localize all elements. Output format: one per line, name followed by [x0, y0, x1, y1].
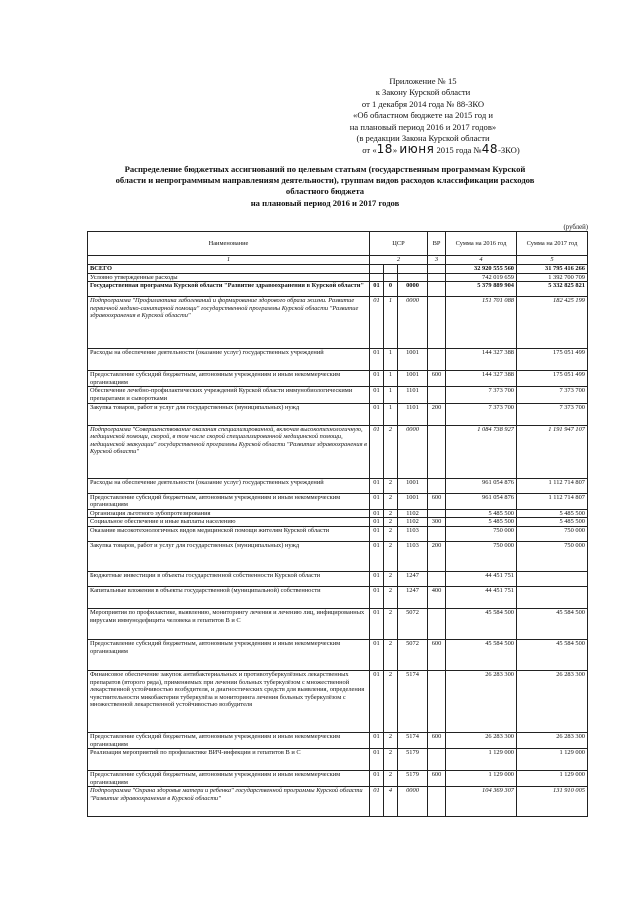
row-csr-direction: 5072: [398, 639, 428, 670]
title-line-4: на плановый период 2016 и 2017 годов: [250, 197, 400, 208]
row-vr: 600: [428, 732, 446, 748]
table-row: [88, 387, 588, 403]
row-sum-2016: 961 054 876: [446, 493, 517, 509]
row-sum-2016: 7 373 700: [446, 403, 517, 425]
row-csr-program: 01: [370, 771, 384, 787]
row-sum-2016: 26 283 300: [446, 670, 517, 732]
row-sum-2016: 5 379 889 904: [446, 282, 517, 297]
row-csr-subprogram: 2: [384, 639, 398, 670]
row-csr-direction: 1103: [398, 541, 428, 571]
row-csr-direction: 1102: [398, 518, 428, 527]
row-sum-2017: 7 373 700: [517, 387, 588, 403]
row-vr: 600: [428, 771, 446, 787]
table-row: [88, 425, 588, 478]
row-csr-direction: 5179: [398, 771, 428, 787]
title-line-3: областного бюджета: [285, 186, 365, 197]
row-sum-2016: 44 451 751: [446, 586, 517, 608]
row-csr-program: 01: [370, 282, 384, 297]
row-sum-2017: 182 425 199: [517, 297, 588, 349]
row-sum-2016: 45 584 500: [446, 639, 517, 670]
row-name: Мероприятия по профилактике, выявлению, мониторингу лечения и лечению лиц, инфицированных вирусами иммунодефицита человека и гепатитов В и С: [88, 608, 370, 639]
row-csr-direction: 1001: [398, 493, 428, 509]
table-row: [88, 349, 588, 371]
row-csr-direction: 1001: [398, 349, 428, 371]
row-name: Оказание высокотехнологичных видов медицинской помощи жителям Курской области: [88, 526, 370, 541]
row-csr-program: 01: [370, 526, 384, 541]
row-csr-program: 01: [370, 541, 384, 571]
row-name: Реализация мероприятий по профилактике ВИЧ-инфекции и гепатитов В и С: [88, 749, 370, 771]
row-csr-direction: 1101: [398, 403, 428, 425]
row-name: Расходы на обеспечение деятельности (оказание услуг) государственных учреждений: [88, 349, 370, 371]
row-sum-2017: 175 051 499: [517, 349, 588, 371]
row-sum-2017: 1 129 000: [517, 749, 588, 771]
amend-month-handwritten: июня: [399, 142, 435, 157]
row-csr-program: 01: [370, 297, 384, 349]
row-csr-program: 01: [370, 586, 384, 608]
row-name: Предоставление субсидий бюджетным, автономным учреждениям и иным некоммерческим организациям: [88, 493, 370, 509]
row-sum-2017: 175 051 499: [517, 371, 588, 387]
row-name: Государственная программа Курской области "Развитие здравоохранения в Курской области": [88, 282, 370, 297]
row-sum-2016: 104 369 307: [446, 787, 517, 817]
row-csr-program: 01: [370, 749, 384, 771]
row-vr: [428, 273, 446, 282]
title-line-1: Распределение бюджетных ассигнований по целевым статьям (государственным программам Курской: [124, 164, 526, 174]
row-csr-subprogram: 4: [384, 787, 398, 817]
table-row: [88, 493, 588, 509]
row-csr-direction: 1103: [398, 526, 428, 541]
row-sum-2016: 26 283 300: [446, 732, 517, 748]
row-vr: [428, 349, 446, 371]
amend-number-handwritten: 48: [481, 142, 498, 157]
row-csr-program: [370, 265, 384, 274]
row-sum-2017: 45 584 500: [517, 639, 588, 670]
table-row: [88, 608, 588, 639]
row-csr-subprogram: 2: [384, 608, 398, 639]
row-csr-subprogram: 2: [384, 749, 398, 771]
row-sum-2016: 144 327 388: [446, 349, 517, 371]
unit-label: (рублей): [563, 224, 588, 231]
row-name: ВСЕГО: [88, 265, 370, 274]
row-name: Организация льготного зубопротезирования: [88, 509, 370, 518]
row-sum-2017: 750 000: [517, 541, 588, 571]
amend-mid: »: [392, 145, 398, 156]
row-csr-program: 01: [370, 518, 384, 527]
row-vr: [428, 608, 446, 639]
row-csr-direction: 0000: [398, 787, 428, 817]
row-csr-direction: 1001: [398, 478, 428, 493]
row-name: Предоставление субсидий бюджетным, автономным учреждениям и иным некоммерческим организациям: [88, 732, 370, 748]
row-csr-direction: 0000: [398, 425, 428, 478]
table-row: [88, 541, 588, 571]
row-csr-program: 01: [370, 608, 384, 639]
row-name: Социальное обеспечение и иные выплаты населению: [88, 518, 370, 527]
row-sum-2016: 151 701 088: [446, 297, 517, 349]
row-sum-2017: 26 283 300: [517, 670, 588, 732]
row-csr-program: 01: [370, 571, 384, 586]
table-row: [88, 787, 588, 817]
row-sum-2017: 5 485 500: [517, 509, 588, 518]
row-vr: 400: [428, 586, 446, 608]
row-sum-2017: 750 000: [517, 526, 588, 541]
row-csr-subprogram: 2: [384, 478, 398, 493]
table-header-row: [88, 232, 588, 256]
table-row: [88, 771, 588, 787]
row-csr-program: 01: [370, 639, 384, 670]
row-sum-2017: 26 283 300: [517, 732, 588, 748]
appendix-law-title-2: на плановый период 2016 и 2017 годов»: [349, 121, 497, 132]
row-vr: 600: [428, 639, 446, 670]
row-csr-program: 01: [370, 371, 384, 387]
row-sum-2016: 5 485 500: [446, 509, 517, 518]
table-row: [88, 749, 588, 771]
table-row: [88, 403, 588, 425]
appendix-law: к Закону Курской области: [375, 87, 471, 98]
row-csr-direction: [398, 265, 428, 274]
row-csr-program: [370, 273, 384, 282]
header-name: Наименование: [88, 232, 370, 256]
row-csr-subprogram: 2: [384, 509, 398, 518]
row-csr-program: 01: [370, 478, 384, 493]
row-vr: [428, 509, 446, 518]
table-row: [88, 282, 588, 297]
col-number: 2: [370, 256, 428, 265]
row-sum-2016: 32 920 555 560: [446, 265, 517, 274]
appendix-amendment: (в редакции Закона Курской области: [356, 133, 490, 144]
appendix-number: Приложение № 15: [389, 76, 457, 86]
table-row: [88, 273, 588, 282]
table-row: [88, 732, 588, 748]
row-name: Подпрограмма "Совершенствование оказания специализированной, включая высокотехнологичную, медицинской помощи, скорой, в том числе скорой специализированной медицинской помощи, медицинской эвакуации" государственной программы Курской области "Развитие здравоохранения в Курской области": [88, 425, 370, 478]
row-vr: [428, 282, 446, 297]
row-sum-2017: [517, 586, 588, 608]
row-name: Подпрограмма "Профилактика заболеваний и формирование здорового образа жизни. Развитие первичной медико-санитарной помощи" государственной программы Курской области "Развитие здравоохранения в Курской области": [88, 297, 370, 349]
row-sum-2017: 1 392 700 709: [517, 273, 588, 282]
row-sum-2016: 44 451 751: [446, 571, 517, 586]
table-row: [88, 371, 588, 387]
header-sum-2016: Сумма на 2016 год: [446, 232, 517, 256]
row-csr-direction: 5174: [398, 670, 428, 732]
row-csr-subprogram: 0: [384, 282, 398, 297]
row-vr: [428, 571, 446, 586]
row-csr-subprogram: 2: [384, 425, 398, 478]
row-sum-2017: 7 373 700: [517, 403, 588, 425]
row-csr-program: 01: [370, 509, 384, 518]
row-csr-subprogram: 2: [384, 493, 398, 509]
row-vr: [428, 387, 446, 403]
row-name: Капитальные вложения в объекты государственной (муниципальной) собственности: [88, 586, 370, 608]
document-title: [90, 164, 560, 209]
row-name: Предоставление субсидий бюджетным, автономным учреждениям и иным некоммерческим организациям: [88, 371, 370, 387]
row-name: Закупка товаров, работ и услуг для государственных (муниципальных) нужд: [88, 403, 370, 425]
row-sum-2017: 1 112 714 807: [517, 493, 588, 509]
table-row: [88, 509, 588, 518]
row-csr-subprogram: 2: [384, 518, 398, 527]
header-sum-2017: Сумма на 2017 год: [517, 232, 588, 256]
row-vr: 600: [428, 371, 446, 387]
row-sum-2016: 961 054 876: [446, 478, 517, 493]
row-vr: 300: [428, 518, 446, 527]
row-sum-2017: 5 485 500: [517, 518, 588, 527]
appendix-block: [308, 76, 538, 157]
row-csr-subprogram: 2: [384, 571, 398, 586]
header-vr: ВР: [428, 232, 446, 256]
col-number: 5: [517, 256, 588, 265]
row-csr-direction: 1101: [398, 387, 428, 403]
table-row: [88, 670, 588, 732]
col-number: 1: [88, 256, 370, 265]
table-body: [88, 265, 588, 817]
row-sum-2017: 1 129 000: [517, 771, 588, 787]
table-row: [88, 526, 588, 541]
row-csr-subprogram: 2: [384, 586, 398, 608]
row-csr-subprogram: 2: [384, 526, 398, 541]
row-csr-direction: 0000: [398, 297, 428, 349]
row-csr-direction: 5179: [398, 749, 428, 771]
row-csr-direction: 5174: [398, 732, 428, 748]
row-sum-2017: 1 191 947 107: [517, 425, 588, 478]
table-row: [88, 586, 588, 608]
row-vr: [428, 425, 446, 478]
row-sum-2016: 750 000: [446, 541, 517, 571]
row-vr: [428, 787, 446, 817]
row-csr-direction: 1001: [398, 371, 428, 387]
row-csr-direction: 1247: [398, 571, 428, 586]
row-csr-program: 01: [370, 670, 384, 732]
col-number: 3: [428, 256, 446, 265]
row-sum-2016: 1 129 000: [446, 771, 517, 787]
table-row: [88, 639, 588, 670]
row-csr-subprogram: 2: [384, 541, 398, 571]
row-sum-2016: 5 485 500: [446, 518, 517, 527]
row-csr-subprogram: [384, 265, 398, 274]
row-csr-subprogram: 2: [384, 732, 398, 748]
table-row: [88, 518, 588, 527]
amend-suffix: -ЗКО): [498, 145, 520, 156]
row-sum-2016: 1 084 738 927: [446, 425, 517, 478]
row-vr: [428, 670, 446, 732]
row-name: Предоставление субсидий бюджетным, автономным учреждениям и иным некоммерческим организациям: [88, 771, 370, 787]
row-csr-subprogram: 1: [384, 371, 398, 387]
row-name: Обеспечение лечебно-профилактических учреждений Курской области иммунобиологическими препаратами и сыворотками: [88, 387, 370, 403]
row-vr: [428, 749, 446, 771]
header-csr: ЦСР: [370, 232, 428, 256]
row-sum-2017: 5 332 825 821: [517, 282, 588, 297]
col-number: 4: [446, 256, 517, 265]
appendix-law-title-1: «Об областном бюджете на 2015 год и: [353, 110, 493, 121]
row-name: Условно утвержденные расходы: [88, 273, 370, 282]
row-vr: [428, 526, 446, 541]
row-sum-2017: [517, 571, 588, 586]
row-csr-program: 01: [370, 425, 384, 478]
row-vr: [428, 297, 446, 349]
row-sum-2016: 1 129 000: [446, 749, 517, 771]
row-csr-direction: 5072: [398, 608, 428, 639]
row-vr: [428, 478, 446, 493]
row-csr-subprogram: 1: [384, 403, 398, 425]
row-name: Расходы на обеспечение деятельности (оказание услуг) государственных учреждений: [88, 478, 370, 493]
table-row: [88, 265, 588, 274]
budget-table: [87, 231, 588, 817]
row-csr-direction: 1247: [398, 586, 428, 608]
row-sum-2016: 45 584 500: [446, 608, 517, 639]
row-name: Предоставление субсидий бюджетным, автономным учреждениям и иным некоммерческим организациям: [88, 639, 370, 670]
table-row: [88, 571, 588, 586]
row-csr-direction: 0000: [398, 282, 428, 297]
row-vr: 200: [428, 541, 446, 571]
row-sum-2017: 31 795 416 266: [517, 265, 588, 274]
row-csr-program: 01: [370, 787, 384, 817]
row-name: Финансовое обеспечение закупок антибактериальных и противотуберкулёзных лекарственных препаратов (второго ряда), применяемых при лечении больных туберкулёзом с множественной лекарственной устойчивостью возбудителя, и диагностических средств для выявления, определения чувствительности микобактерии туберкулёза и мониторинга лечения больных туберкулёзом с множественной лекарственной устойчивостью возбудителя: [88, 670, 370, 732]
row-csr-subprogram: 2: [384, 771, 398, 787]
appendix-law-date: от 1 декабря 2014 года № 88-ЗКО: [361, 98, 485, 109]
row-vr: 600: [428, 493, 446, 509]
row-name: Бюджетные инвестиции в объекты государственной собственности Курской области: [88, 571, 370, 586]
row-csr-direction: [398, 273, 428, 282]
row-sum-2017: 1 112 714 807: [517, 478, 588, 493]
row-csr-program: 01: [370, 349, 384, 371]
row-csr-subprogram: [384, 273, 398, 282]
table-row: [88, 478, 588, 493]
row-csr-program: 01: [370, 732, 384, 748]
row-sum-2016: 144 327 388: [446, 371, 517, 387]
table-numbering-row: [88, 256, 588, 265]
row-csr-subprogram: 1: [384, 349, 398, 371]
amend-year: 2015 года №: [436, 145, 482, 156]
row-csr-subprogram: 1: [384, 387, 398, 403]
amend-prefix: от «: [362, 145, 377, 156]
row-sum-2017: 45 584 500: [517, 608, 588, 639]
row-sum-2017: 131 910 005: [517, 787, 588, 817]
row-csr-program: 01: [370, 387, 384, 403]
row-csr-direction: 1102: [398, 509, 428, 518]
row-csr-subprogram: 2: [384, 670, 398, 732]
row-sum-2016: 742 019 659: [446, 273, 517, 282]
row-name: Подпрограмма "Охрана здоровья матери и ребенка" государственной программы Курской области "Развитие здравоохранения в Курской области": [88, 787, 370, 817]
row-name: Закупка товаров, работ и услуг для государственных (муниципальных) нужд: [88, 541, 370, 571]
row-csr-subprogram: 1: [384, 297, 398, 349]
table-row: [88, 297, 588, 349]
appendix-amendment-date: [308, 144, 538, 156]
row-csr-program: 01: [370, 493, 384, 509]
row-csr-program: 01: [370, 403, 384, 425]
title-line-2: области и непрограммным направлениям деятельности), группам видов расходов классификации расходов: [115, 175, 535, 186]
row-vr: 200: [428, 403, 446, 425]
amend-day-handwritten: 18: [376, 142, 393, 157]
row-vr: [428, 265, 446, 274]
row-sum-2016: 750 000: [446, 526, 517, 541]
row-sum-2016: 7 373 700: [446, 387, 517, 403]
